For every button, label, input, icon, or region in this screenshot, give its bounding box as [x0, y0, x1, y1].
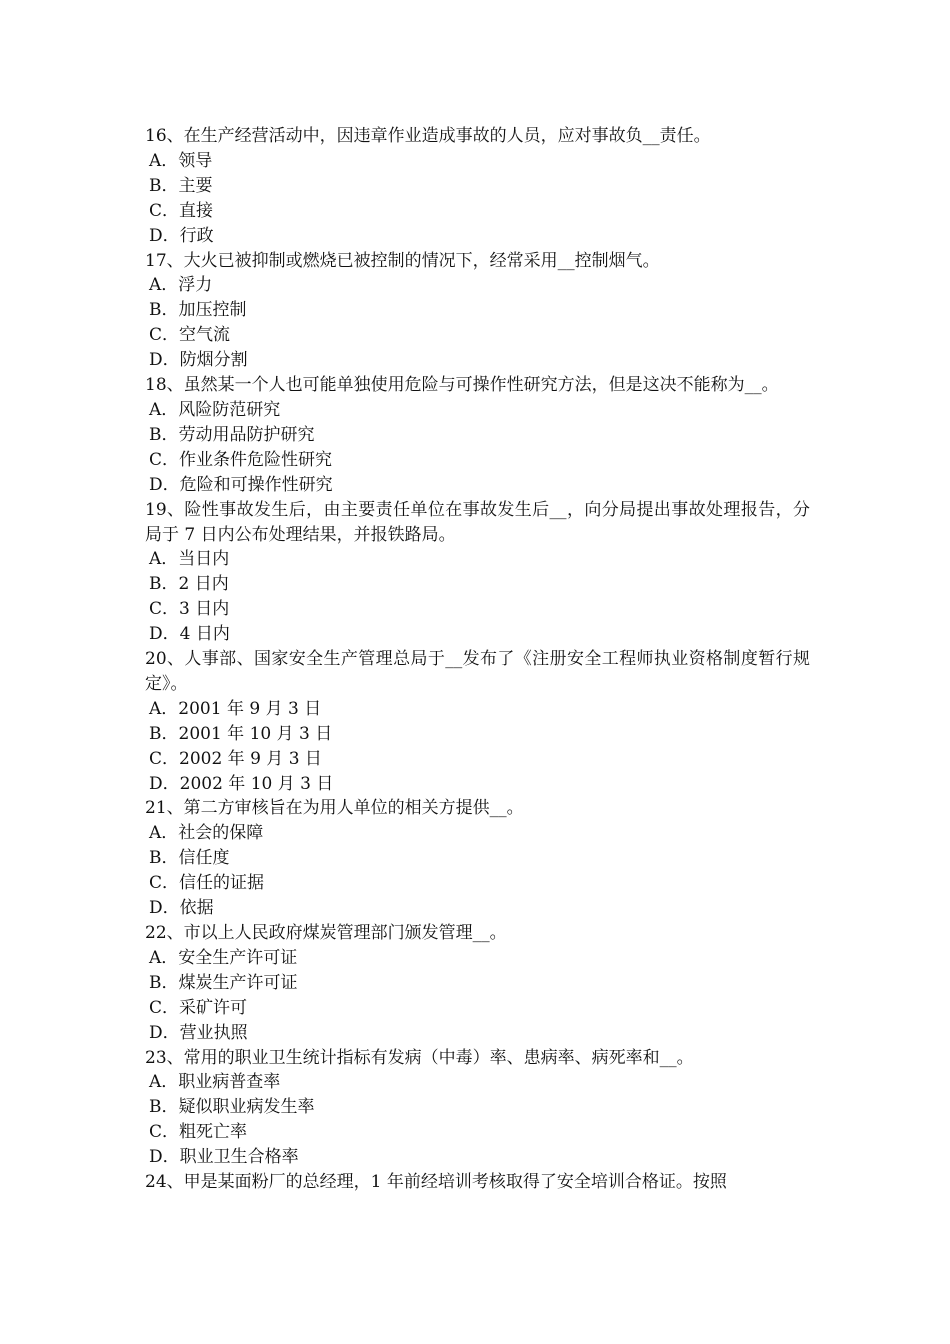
- question-list: [145, 124, 810, 1195]
- question-block: [145, 921, 810, 1046]
- option-letter: C．: [149, 1122, 180, 1143]
- option-text: 作业条件危险性研究: [179, 449, 333, 470]
- option-text: 行政: [179, 225, 214, 246]
- question-block: [145, 647, 810, 796]
- option-text: 危险和可操作性研究: [179, 474, 333, 495]
- question-stem: 20、人事部、国家安全生产管理总局于__发布了《注册安全工程师执业资格制度暂行规定》。: [145, 649, 810, 694]
- answer-option: [145, 772, 810, 797]
- answer-option: [145, 896, 810, 921]
- answer-option: [145, 871, 810, 896]
- answer-option: [145, 1095, 810, 1120]
- option-letter: B．: [149, 574, 179, 595]
- question-stem: 21、第二方审核旨在为用人单位的相关方提供__。: [145, 798, 524, 819]
- answer-option: [145, 473, 810, 498]
- option-text: 空气流: [179, 325, 231, 346]
- option-letter: C．: [149, 599, 180, 620]
- option-letter: A．: [149, 698, 179, 719]
- option-text: 2002 年 9 月 3 日: [179, 748, 322, 769]
- question-block: [145, 498, 810, 647]
- option-letter: A．: [149, 549, 179, 570]
- option-text: 信任度: [178, 848, 230, 869]
- option-letter: A．: [149, 823, 179, 844]
- answer-option: [145, 846, 810, 871]
- option-letter: D．: [149, 1147, 180, 1168]
- question-stem: 23、常用的职业卫生统计指标有发病（中毒）率、患病率、病死率和__。: [145, 1047, 694, 1068]
- option-text: 信任的证据: [179, 873, 265, 894]
- option-text: 主要: [178, 175, 213, 196]
- option-text: 4 日内: [179, 624, 230, 645]
- option-text: 防烟分割: [179, 350, 248, 371]
- option-text: 2 日内: [178, 574, 229, 595]
- option-text: 浮力: [178, 275, 213, 296]
- option-letter: A．: [149, 947, 179, 968]
- option-text: 3 日内: [179, 599, 230, 620]
- option-letter: B．: [149, 848, 179, 869]
- answer-option: [145, 1021, 810, 1046]
- option-text: 安全生产许可证: [178, 947, 298, 968]
- option-letter: B．: [149, 424, 179, 445]
- option-text: 加压控制: [178, 300, 247, 321]
- question-block: [145, 1170, 810, 1195]
- option-text: 领导: [178, 150, 213, 171]
- option-letter: B．: [149, 723, 179, 744]
- option-letter: D．: [149, 225, 180, 246]
- option-letter: D．: [149, 624, 180, 645]
- option-text: 2001 年 9 月 3 日: [178, 698, 322, 719]
- question-stem: 18、虽然某一个人也可能单独使用危险与可操作性研究方法，但是这决不能称为__。: [145, 375, 779, 396]
- option-text: 职业卫生合格率: [179, 1147, 299, 1168]
- answer-option: [145, 298, 810, 323]
- answer-option: [145, 971, 810, 996]
- option-letter: C．: [149, 449, 180, 470]
- question-block: [145, 1046, 810, 1171]
- question-block: [145, 124, 810, 249]
- answer-option: [145, 821, 810, 846]
- option-text: 职业病普查率: [178, 1072, 281, 1093]
- option-letter: A．: [149, 1072, 179, 1093]
- option-letter: D．: [149, 898, 180, 919]
- option-text: 2002 年 10 月 3 日: [179, 773, 334, 794]
- option-text: 营业执照: [179, 1022, 248, 1043]
- answer-option: [145, 946, 810, 971]
- option-letter: C．: [149, 325, 180, 346]
- option-text: 2001 年 10 月 3 日: [178, 723, 333, 744]
- option-text: 劳动用品防护研究: [178, 424, 315, 445]
- option-letter: C．: [149, 873, 180, 894]
- answer-option: [145, 722, 810, 747]
- answer-option: [145, 174, 810, 199]
- option-letter: D．: [149, 350, 180, 371]
- answer-option: [145, 323, 810, 348]
- answer-option: [145, 1120, 810, 1145]
- answer-option: [145, 423, 810, 448]
- option-text: 风险防范研究: [178, 399, 281, 420]
- option-letter: A．: [149, 150, 179, 171]
- question-stem: 22、市以上人民政府煤炭管理部门颁发管理__。: [145, 923, 507, 943]
- option-text: 当日内: [178, 549, 230, 570]
- option-text: 依据: [179, 898, 214, 919]
- answer-option: [145, 224, 810, 249]
- option-letter: B．: [149, 300, 179, 321]
- answer-option: [145, 348, 810, 373]
- answer-option: [145, 199, 810, 224]
- question-stem: 17、大火已被抑制或燃烧已被控制的情况下，经常采用__控制烟气。: [145, 250, 660, 271]
- answer-option: [145, 547, 810, 572]
- option-letter: A．: [149, 399, 179, 420]
- answer-option: [145, 747, 810, 772]
- option-text: 煤炭生产许可证: [178, 972, 298, 993]
- option-letter: B．: [149, 1097, 179, 1118]
- option-letter: B．: [149, 175, 179, 196]
- option-letter: D．: [149, 474, 180, 495]
- question-stem: 16、在生产经营活动中，因违章作业造成事故的人员，应对事故负__责任。: [145, 126, 711, 146]
- option-text: 社会的保障: [178, 823, 264, 844]
- answer-option: [145, 448, 810, 473]
- option-text: 疑似职业病发生率: [178, 1097, 315, 1118]
- option-text: 粗死亡率: [179, 1122, 248, 1143]
- question-block: [145, 373, 810, 498]
- answer-option: [145, 996, 810, 1021]
- option-letter: A．: [149, 275, 179, 296]
- question-stem: 24、甲是某面粉厂的总经理，1 年前经培训考核取得了安全培训合格证。按照: [145, 1172, 727, 1193]
- answer-option: [145, 697, 810, 722]
- option-text: 采矿许可: [179, 997, 248, 1018]
- option-letter: B．: [149, 972, 179, 993]
- question-block: [145, 249, 810, 374]
- answer-option: [145, 1070, 810, 1095]
- answer-option: [145, 1145, 810, 1170]
- answer-option: [145, 597, 810, 622]
- question-stem: 19、险性事故发生后，由主要责任单位在事故发生后__，向分局提出事故处理报告，分局于 7 日内公布处理结果，并报铁路局。: [145, 499, 810, 545]
- answer-option: [145, 273, 810, 298]
- option-letter: C．: [149, 748, 180, 769]
- option-text: 直接: [179, 200, 214, 221]
- option-letter: D．: [149, 773, 180, 794]
- answer-option: [145, 398, 810, 423]
- answer-option: [145, 572, 810, 597]
- question-block: [145, 796, 810, 921]
- option-letter: D．: [149, 1022, 180, 1043]
- answer-option: [145, 149, 810, 174]
- option-letter: C．: [149, 200, 180, 221]
- answer-option: [145, 622, 810, 647]
- option-letter: C．: [149, 997, 180, 1018]
